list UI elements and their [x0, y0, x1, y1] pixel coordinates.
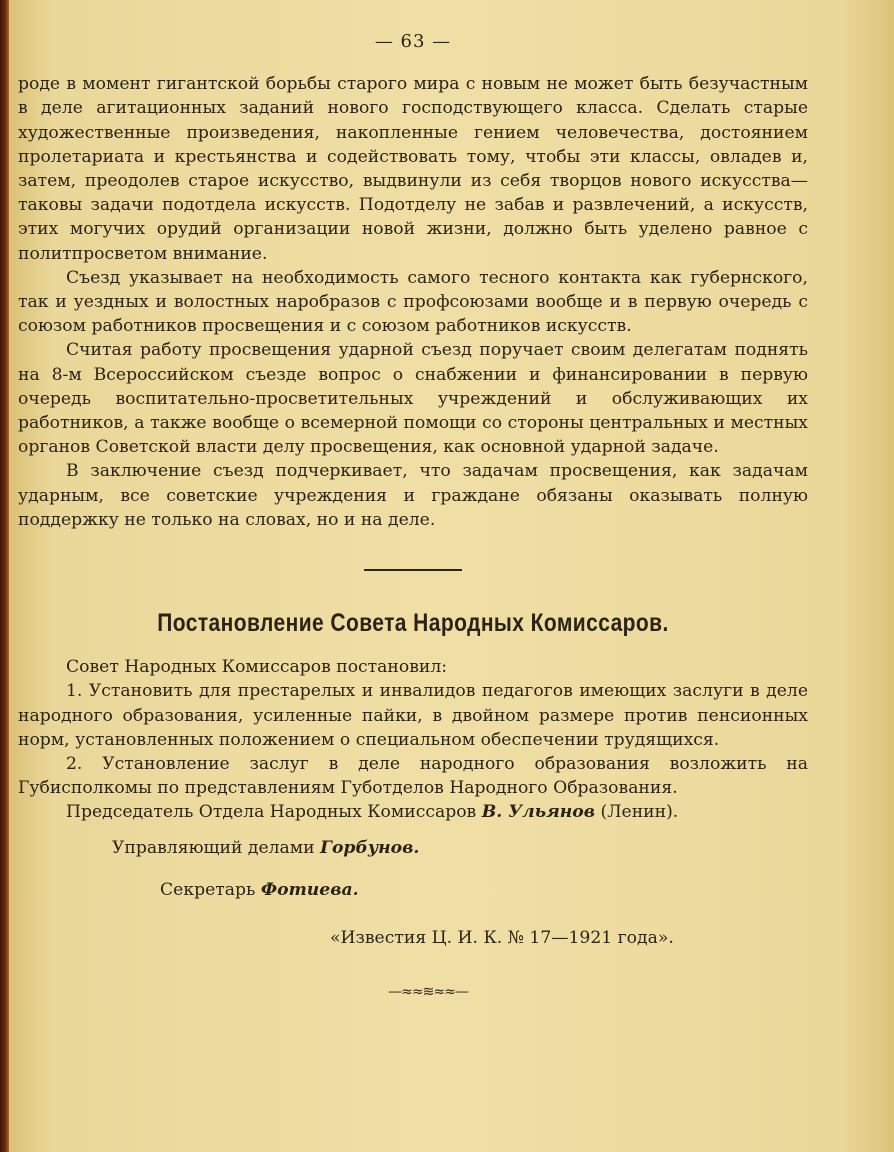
chairman-suffix: (Ленин). — [600, 802, 679, 823]
source-citation: «Известия Ц. И. К. № 17—1921 года». — [330, 928, 674, 949]
paragraph-1: роде в момент гигантской борьбы старого мира с новым не может быть безучастным в деле агитационных заданий нового господствующего класса. Сделать старые художественные произведения, накопленные гением человечества, достоянием пролетариата и крестьянства и содействовать тому, чтобы эти классы, овладев и, затем, преодолев старое искусство, выдвинули из себя творцов нового искусства—таковы задачи подотдела искусств. Подотделу не забав и развлечений, а искусств, этих могучих орудий организации новой жизни, должно быть уделено равное с политпросветом внимание. — [18, 74, 808, 264]
manager-name: Горбунов. — [320, 837, 420, 858]
decree-item-1: 1. Установить для престарелых и инвалидов педагогов имеющих заслуги в деле народного образования, усиленные пайки, в двойном размере против пенсионных норм, установленных положением о специальном обеспечении трудящихся. — [18, 681, 808, 750]
manager-label: Управляющий делами — [112, 837, 315, 858]
paragraph-4: В заключение съезд подчеркивает, что задачам просвещения, как задачам ударным, все советские учреждения и граждане обязаны оказывать полную поддержку не только на словах, но и на деле. — [18, 461, 808, 530]
section-divider — [364, 569, 462, 571]
page-content — [18, 30, 808, 1005]
chairman-signature — [18, 800, 808, 824]
paragraph-3: Считая работу просвещения ударной съезд поручает своим делегатам поднять на 8-м Всероссийском съезде вопрос о снабжении и финансировании в первую очередь воспитательно-просветительных учреждений и обслуживающих их работников, а также вообще о всемерной помощи со стороны центральных и местных органов Советской власти делу просвещения, как основной ударной задаче. — [18, 340, 808, 458]
decree-item-2: 2. Установление заслуг в деле народного образования возложить на Губисполкомы по представлениям Губотделов Народного Образования. — [18, 754, 808, 799]
book-spine-edge — [0, 0, 9, 1152]
manager-signature — [18, 836, 808, 860]
end-ornament: —≈≈≋≈≈— — [388, 984, 468, 1001]
chairman-name: В. Ульянов — [481, 802, 596, 823]
page-number: — 63 — — [374, 31, 452, 52]
paragraph-2: Съезд указывает на необходимость самого тесного контакта как губернского, так и уездных и волостных наробразов с профсоюзами вообще и в первую очередь с союзом работников просвещения и с союзом работников искусств. — [18, 267, 808, 337]
secretary-name: Фотиева. — [260, 879, 359, 900]
secretary-signature — [18, 878, 808, 902]
secretary-label: Секретарь — [160, 879, 256, 900]
section-heading: Постановление Совета Народных Комиссаров. — [157, 609, 669, 638]
chairman-label: Председатель Отдела Народных Комиссаров — [66, 802, 477, 823]
decree-intro: Совет Народных Комиссаров постановил: — [66, 657, 448, 678]
